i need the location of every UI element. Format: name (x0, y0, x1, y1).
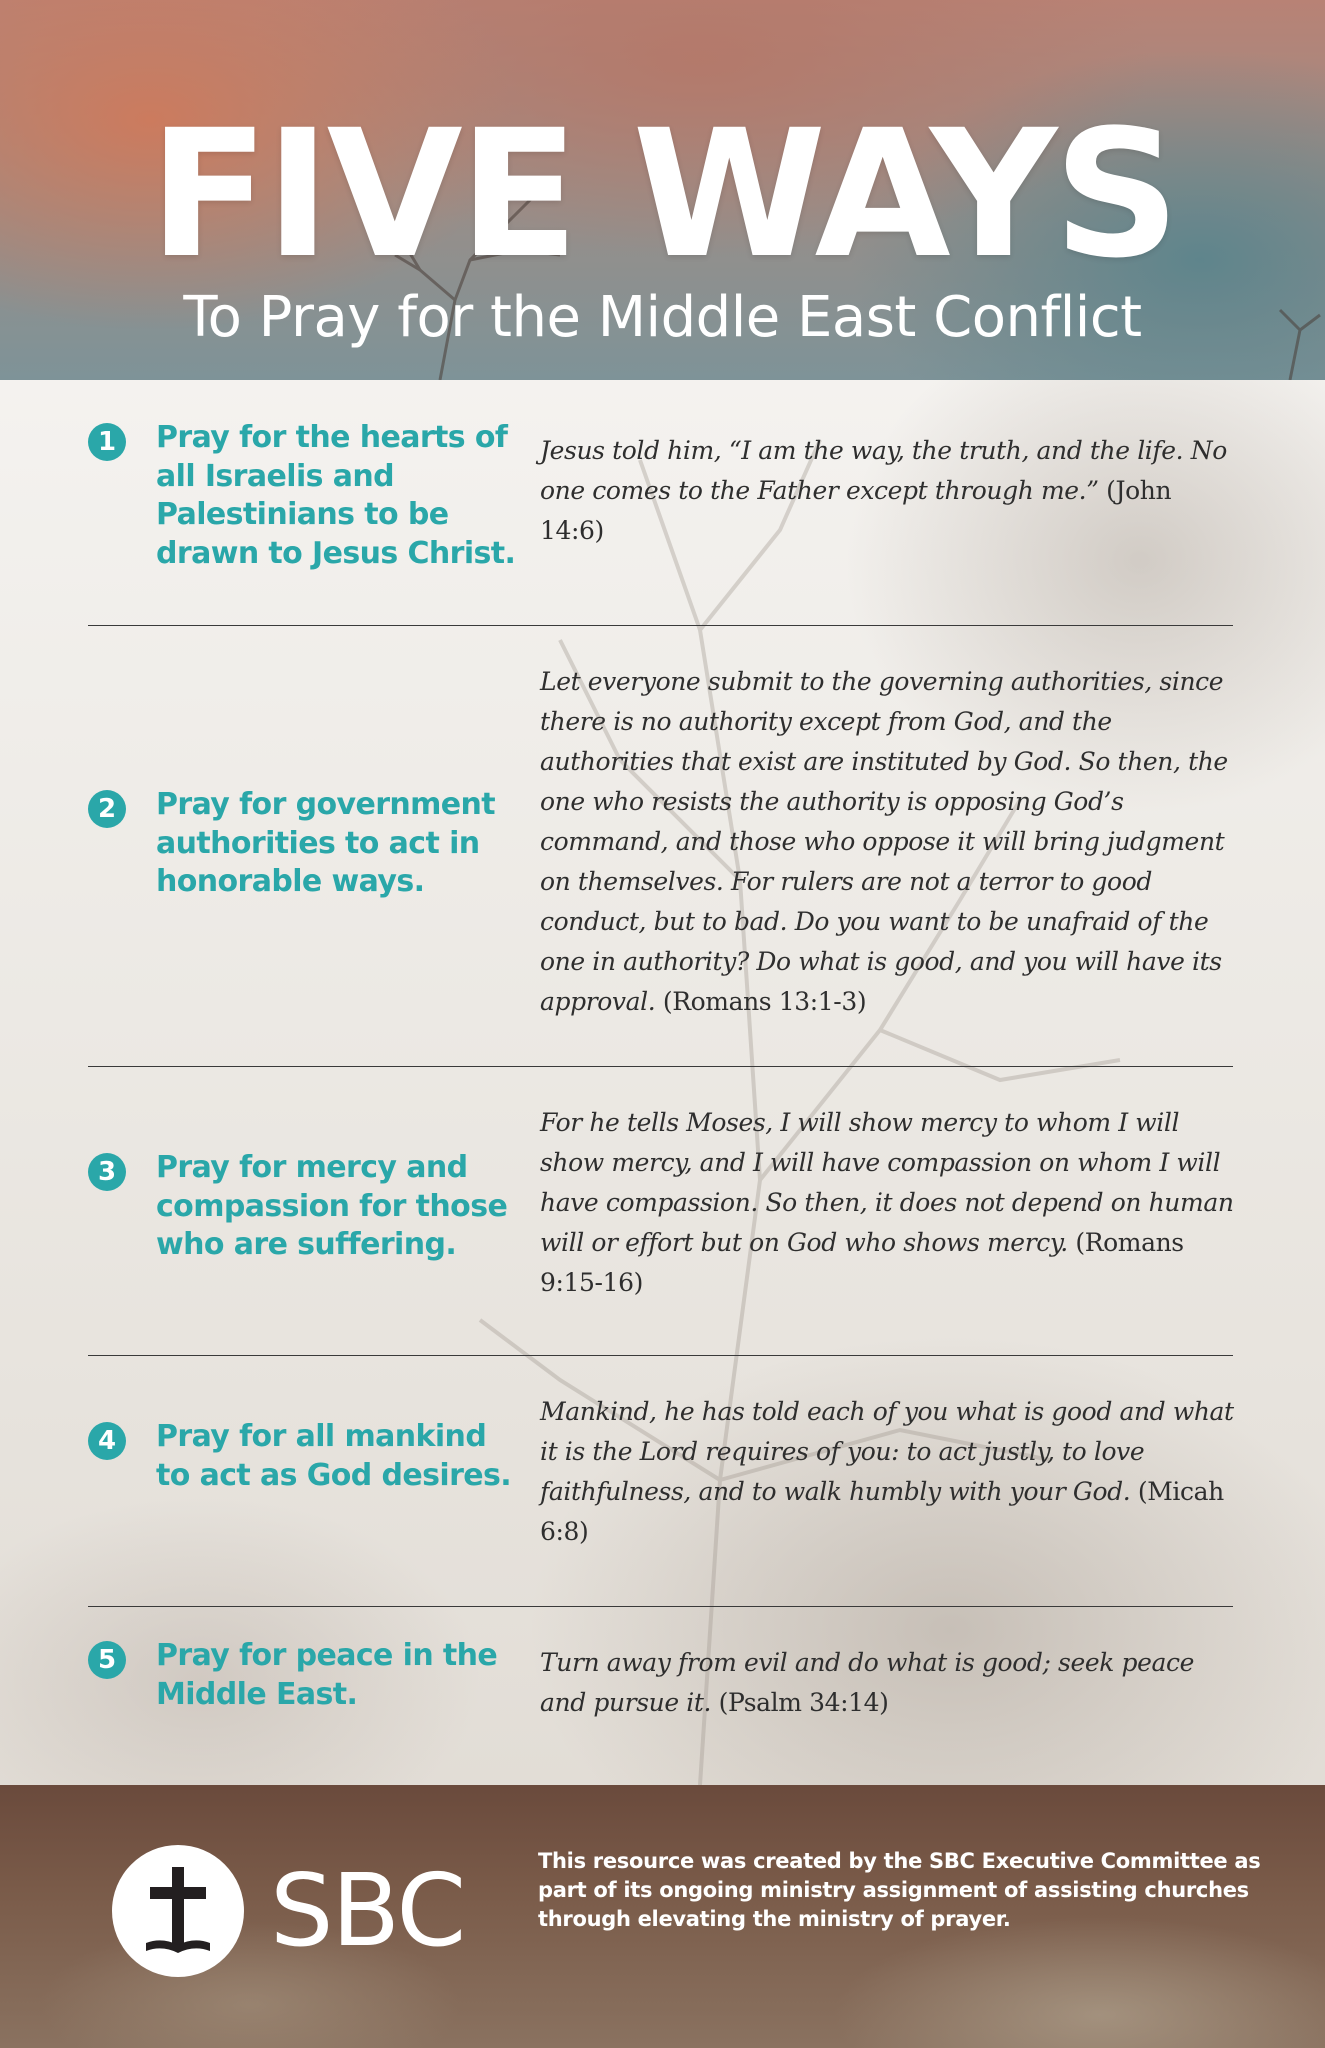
verse-reference: (John 14:6) (540, 476, 1172, 545)
prayer-heading: Pray for mercy and compassion for those who are suffering. (156, 1150, 508, 1262)
cross-bible-icon (112, 1845, 244, 1977)
verse-reference: (Romans 9:15-16) (540, 1228, 1184, 1297)
item-number-badge: 4 (88, 1422, 126, 1460)
page-title: FIVE WAYS (148, 92, 1177, 297)
verse-quote: Let everyone submit to the governing authorities, since there is no authority except from God, and the authorities that exist are instituted by God. So then, the one who resists the authority is opposing God’s command, and those who oppose it will bring judgment on themselves. For rulers are not a terror to good conduct, but to bad. Do you want to be unafraid of the one in authority? Do what is good, and you will have its approval. (540, 667, 1228, 1016)
prayer-item-1 (88, 420, 1233, 576)
prayer-item-5 (88, 1638, 1233, 1743)
prayer-item-3 (88, 1103, 1233, 1313)
verse-text (540, 1103, 1240, 1303)
verse-text (540, 431, 1240, 551)
verse-text (540, 1392, 1240, 1552)
verse-reference: (Romans 13:1-3) (662, 987, 867, 1016)
prayer-heading: Pray for the hearts of all Israelis and Palestinians to be drawn to Jesus Christ. (156, 420, 516, 571)
prayer-item-4 (88, 1392, 1233, 1562)
verse-reference: (Psalm 34:14) (718, 1688, 889, 1717)
verse-reference: (Micah 6:8) (540, 1477, 1224, 1546)
section-divider (88, 625, 1233, 626)
section-divider (88, 1606, 1233, 1607)
item-number-badge: 2 (88, 790, 126, 828)
logo-wordmark: SBC (270, 1852, 465, 1969)
prayer-item-2 (88, 662, 1233, 1022)
verse-quote: Jesus told him, “I am the way, the truth, and the life. No one comes to the Father except through me.” (540, 436, 1227, 505)
prayer-list (0, 380, 1325, 1785)
prayer-heading: Pray for government authorities to act in honorable ways. (156, 787, 496, 899)
header-banner (0, 0, 1325, 380)
page-subtitle: To Pray for the Middle East Conflict (183, 285, 1142, 350)
verse-quote: Turn away from evil and do what is good; seek peace and pursue it. (540, 1648, 1195, 1717)
section-divider (88, 1355, 1233, 1356)
verse-quote: For he tells Moses, I will show mercy to whom I will show mercy, and I will have compassion on whom I will have compassion. So then, it does not depend on human will or effort but on God who shows mercy. (540, 1108, 1234, 1257)
verse-text (540, 1643, 1240, 1723)
item-number-badge: 3 (88, 1153, 126, 1191)
item-number-badge: 5 (88, 1641, 126, 1679)
section-divider (88, 1066, 1233, 1067)
tree-background-icon (0, 380, 1325, 1785)
verse-quote: Mankind, he has told each of you what is good and what it is the Lord requires of you: to act justly, to love faithfulness, and to walk humbly with your God. (540, 1397, 1234, 1506)
verse-text (540, 662, 1240, 1022)
sbc-logo (112, 1845, 244, 1977)
prayer-heading: Pray for peace in the Middle East. (156, 1638, 498, 1712)
footer-banner (0, 1785, 1325, 2048)
footer-note: This resource was created by the SBC Executive Committee as part of its ongoing ministry assignment of assisting churches through elevating the ministry of prayer. (538, 1849, 1261, 1931)
item-number-badge: 1 (88, 423, 126, 461)
prayer-heading: Pray for all mankind to act as God desires. (156, 1419, 512, 1493)
